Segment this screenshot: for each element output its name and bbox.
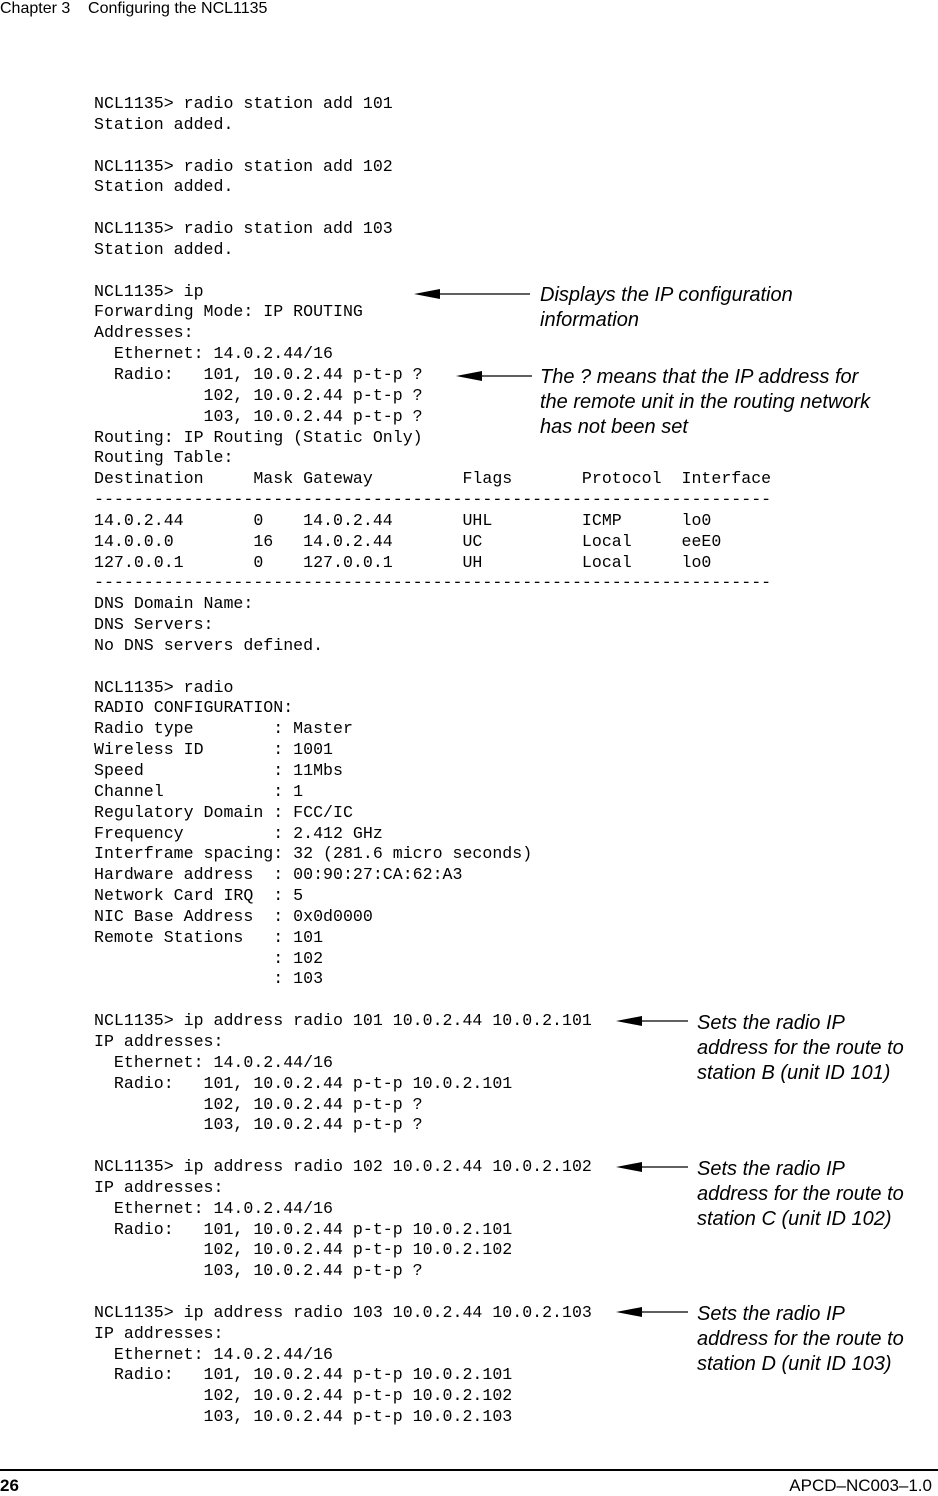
annotation-question-mark-line3: has not been set <box>540 416 688 438</box>
terminal-line <box>94 1282 771 1303</box>
terminal-line: Wireless ID : 1001 <box>94 740 333 760</box>
terminal-line: 102, 10.0.2.44 p-t-p 10.0.2.102 <box>94 1386 513 1406</box>
terminal-line: : 103 <box>94 969 324 989</box>
chapter-header: Chapter 3 Configuring the NCL1135 <box>0 0 268 17</box>
terminal-line: Destination Mask Gateway Flags Protocol Interface <box>94 469 772 489</box>
annotation-station-c-line1: Sets the radio IP <box>697 1158 845 1180</box>
terminal-line: NCL1135> ip address radio 103 10.0.2.44 10.0.2.103 <box>94 1302 592 1322</box>
terminal-line: Ethernet: 14.0.2.44/16 <box>94 1198 333 1218</box>
terminal-line: NIC Base Address : 0x0d0000 <box>94 906 373 926</box>
terminal-line: NCL1135> radio station add 101 <box>94 94 393 113</box>
annotation-question-mark-line1: The ? means that the IP address for <box>540 366 859 388</box>
terminal-line: Ethernet: 14.0.2.44/16 <box>94 344 333 364</box>
terminal-line: DNS Servers: <box>94 615 214 635</box>
terminal-line: Station added. <box>94 114 234 134</box>
terminal-line: Interframe spacing: 32 (281.6 micro seconds) <box>94 844 533 864</box>
terminal-line: : 102 <box>94 948 324 968</box>
footer-rule <box>0 1469 938 1471</box>
terminal-line: Speed : 11Mbs <box>94 761 343 780</box>
terminal-line: No DNS servers defined. <box>94 635 324 655</box>
arrow-station-c <box>614 1157 690 1177</box>
terminal-line: Forwarding Mode: IP ROUTING <box>94 302 363 322</box>
terminal-line: 102, 10.0.2.44 p-t-p ? <box>94 385 423 405</box>
annotation-station-c <box>697 1157 904 1232</box>
annotation-station-b-line3: station B (unit ID 101) <box>697 1062 891 1084</box>
terminal-line: 14.0.2.44 0 14.0.2.44 UHL ICMP lo0 <box>94 510 712 530</box>
annotation-station-b-line2: address for the route to <box>697 1037 904 1059</box>
annotation-ip-config-line2: information <box>540 309 639 331</box>
annotation-station-d-line3: station D (unit ID 103) <box>697 1353 892 1375</box>
terminal-line: 102, 10.0.2.44 p-t-p ? <box>94 1094 423 1114</box>
terminal-line: DNS Domain Name: <box>94 594 254 614</box>
terminal-line: Station added. <box>94 239 234 259</box>
annotation-station-d-line2: address for the route to <box>697 1328 904 1350</box>
annotation-question-mark-line2: the remote unit in the routing network <box>540 391 871 413</box>
terminal-line: Radio: 101, 10.0.2.44 p-t-p 10.0.2.101 <box>94 1365 513 1385</box>
terminal-line: Hardware address : 00:90:27:CA:62:A3 <box>94 865 463 885</box>
annotation-station-d-line1: Sets the radio IP <box>697 1303 845 1325</box>
terminal-line: Station added. <box>94 177 234 197</box>
terminal-line <box>94 136 771 157</box>
terminal-line: IP addresses: <box>94 1031 224 1051</box>
terminal-line: 103, 10.0.2.44 p-t-p ? <box>94 1261 423 1281</box>
annotation-station-c-line2: address for the route to <box>697 1183 904 1205</box>
terminal-line: RADIO CONFIGURATION: <box>94 698 294 718</box>
annotation-ip-config <box>540 283 793 333</box>
terminal-line: 103, 10.0.2.44 p-t-p ? <box>94 406 423 426</box>
terminal-line: Routing Table: <box>94 448 234 468</box>
terminal-line: IP addresses: <box>94 1177 224 1197</box>
terminal-line: NCL1135> radio station add 102 <box>94 156 393 176</box>
terminal-line: Remote Stations : 101 <box>94 927 324 947</box>
terminal-line: Radio: 101, 10.0.2.44 p-t-p 10.0.2.101 <box>94 1219 513 1239</box>
terminal-line: Radio: 101, 10.0.2.44 p-t-p 10.0.2.101 <box>94 1073 513 1093</box>
terminal-line: Frequency : 2.412 GHz <box>94 823 383 843</box>
terminal-line: Routing: IP Routing (Static Only) <box>94 427 423 447</box>
annotation-question-mark <box>540 365 870 440</box>
terminal-line: 102, 10.0.2.44 p-t-p 10.0.2.102 <box>94 1240 513 1260</box>
terminal-line: 103, 10.0.2.44 p-t-p ? <box>94 1115 423 1135</box>
document-id: APCD–NC003–1.0 <box>789 1476 932 1495</box>
terminal-line: Ethernet: 14.0.2.44/16 <box>94 1344 333 1364</box>
terminal-line <box>94 1136 771 1157</box>
terminal-line <box>94 990 771 1011</box>
terminal-line: Ethernet: 14.0.2.44/16 <box>94 1052 333 1072</box>
terminal-line: Regulatory Domain : FCC/IC <box>94 802 353 822</box>
arrow-station-d <box>614 1302 690 1322</box>
terminal-line: Channel : 1 <box>94 781 304 801</box>
page-number: 26 <box>0 1476 19 1495</box>
terminal-line: Network Card IRQ : 5 <box>94 886 304 906</box>
terminal-line: -------------------------------------------------------------------- <box>94 573 772 593</box>
terminal-line: Radio type : Master <box>94 719 353 739</box>
annotation-station-d <box>697 1302 904 1377</box>
terminal-line: NCL1135> radio station add 103 <box>94 219 393 239</box>
terminal-line <box>94 261 771 282</box>
terminal-line: Radio: 101, 10.0.2.44 p-t-p ? <box>94 364 423 384</box>
arrow-station-b <box>614 1011 690 1031</box>
arrow-ip-config <box>412 284 532 304</box>
annotation-station-c-line3: station C (unit ID 102) <box>697 1208 892 1230</box>
terminal-line <box>94 657 771 678</box>
terminal-line: -------------------------------------------------------------------- <box>94 490 772 510</box>
terminal-line: NCL1135> ip address radio 102 10.0.2.44 10.0.2.102 <box>94 1157 592 1177</box>
annotation-ip-config-line1: Displays the IP configuration <box>540 284 793 306</box>
terminal-line: NCL1135> ip address radio 101 10.0.2.44 10.0.2.101 <box>94 1011 592 1031</box>
annotation-station-b <box>697 1011 904 1086</box>
terminal-line: NCL1135> ip <box>94 281 204 301</box>
arrow-question-mark <box>454 366 534 386</box>
annotation-station-b-line1: Sets the radio IP <box>697 1012 845 1034</box>
terminal-line: 103, 10.0.2.44 p-t-p 10.0.2.103 <box>94 1407 513 1427</box>
terminal-line: NCL1135> radio <box>94 677 234 697</box>
terminal-line: IP addresses: <box>94 1323 224 1343</box>
terminal-line: 127.0.0.1 0 127.0.0.1 UH Local lo0 <box>94 552 712 572</box>
terminal-line: 14.0.0.0 16 14.0.2.44 UC Local eeE0 <box>94 531 722 551</box>
terminal-line <box>94 198 771 219</box>
terminal-line: Addresses: <box>94 323 194 343</box>
